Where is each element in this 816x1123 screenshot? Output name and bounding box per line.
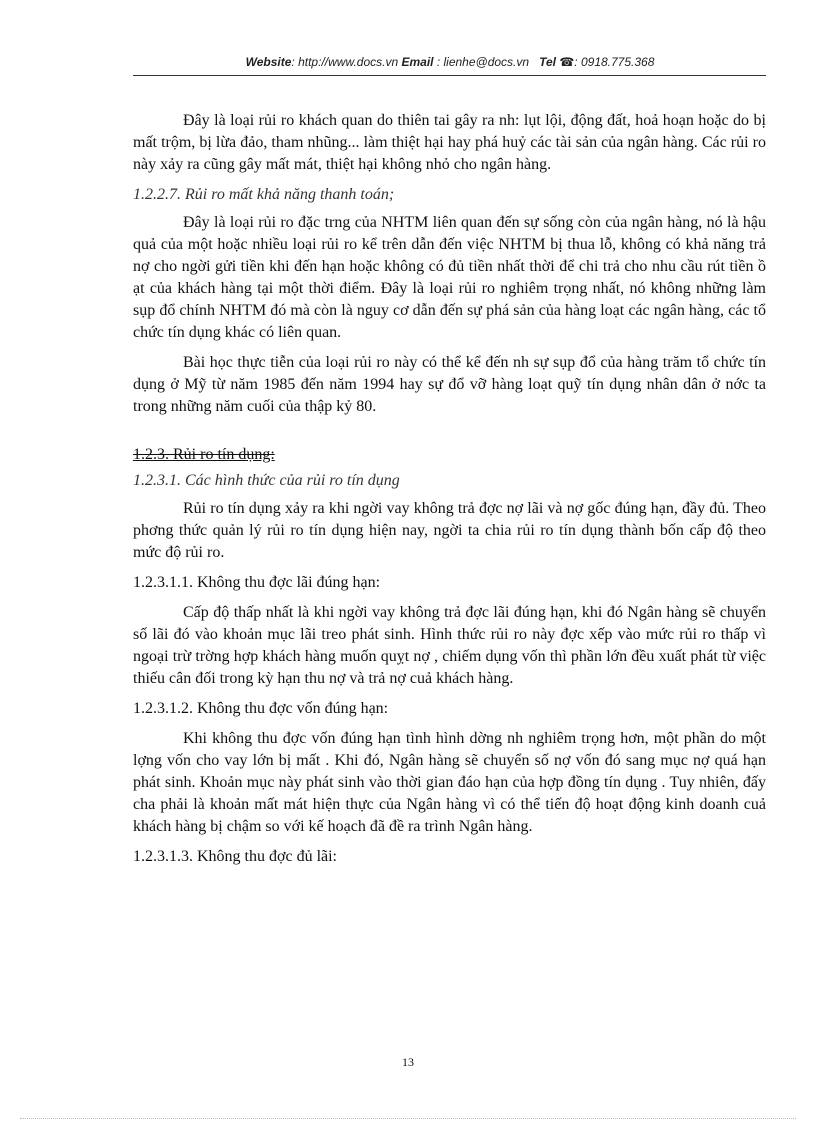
- page-header: [135, 55, 765, 69]
- tel-value: : 0918.775.368: [574, 55, 655, 69]
- heading-12312: 1.2.3.1.2. Không thu đợc vốn đúng hạn:: [133, 700, 389, 717]
- paragraph-credit-risk: Rủi ro tín dụng xảy ra khi ngời vay không trả đợc nợ lãi và nợ gốc đúng hạn, đầy đủ. Theo phơng thức quản lý rủi ro tín dụng hiện nay, ngời ta chia rủi ro tín dụng thành bốn cấp độ theo mức độ rủi ro.: [133, 500, 766, 561]
- document-body: [133, 110, 766, 876]
- paragraph-natural-risk: Đây là loại rủi ro khách quan do thiên tai gây ra nh: lụt lội, động đất, hoả hoạn hoặc do bị mất trộm, bị lừa đảo, tham nhũng... làm thiệt hại hay phá huỷ các tài sản của ngân hàng. Các rủi ro này xảy ra cũng gây mất mát, thiệt hại không nhỏ cho ngân hàng.: [133, 112, 766, 173]
- bottom-divider: [20, 1118, 796, 1119]
- heading-1231: 1.2.3.1. Các hình thức của rủi ro tín dụng: [133, 472, 400, 489]
- heading-1227: 1.2.2.7. Rủi ro mất khả năng thanh toán;: [133, 186, 395, 203]
- heading-123: 1.2.3. Rủi ro tín dụng:: [133, 446, 275, 463]
- header-divider: [133, 75, 766, 76]
- website-value: : http://www.docs.vn: [291, 55, 399, 69]
- phone-icon: ☎: [559, 55, 575, 69]
- heading-12313: 1.2.3.1.3. Không thu đợc đủ lãi:: [133, 848, 337, 865]
- paragraph-principal-late: Khi không thu đợc vốn đúng hạn tình hình dờng nh nghiêm trọng hơn, một phần do một lợng vốn cho vay lớn bị mất . Khi đó, Ngân hàng sẽ chuyển số nợ vốn đó sang mục nợ quá hạn phát sinh. Khoản mục này phát sinh vào thời gian đáo hạn của hợp đồng tín dụng . Tuy nhiên, đấy cha phải là khoản mất mát hiện thực của Ngân hàng vì có thể tiến độ hoạt động kinh doanh cuả khách hàng bị chậm so với kế hoạch đã đề ra trình Ngân hàng.: [133, 730, 766, 835]
- paragraph-liquidity-risk: Đây là loại rủi ro đặc trng của NHTM liên quan đến sự sống còn của ngân hàng, nó là hậu quả của một hoặc nhiều loại rủi ro kể trên dẫn đến việc NHTM bị thua lỗ, không có khả năng trả nợ cho ngời gửi tiền khi đến hạn hoặc không có đủ tiền nhất thời để chi trả cho nhu cầu rút tiền ồ ạt của khách hàng tại một thời điểm. Đây là loại rủi ro nghiêm trọng nhất, nó không những làm sụp đổ chính NHTM đó mà còn là nguy cơ dẫn đến sự phá sản của hàng loạt các ngân hàng, các tổ chức tín dụng khác có liên quan.: [133, 214, 766, 341]
- email-value: : lienhe@docs.vn: [433, 55, 530, 69]
- paragraph-interest-late: Cấp độ thấp nhất là khi ngời vay không trả đợc lãi đúng hạn, khi đó Ngân hàng sẽ chuyển số lãi đó vào khoản mục lãi treo phát sinh. Hình thức rủi ro này đợc xếp vào mức rủi ro thấp vì ngoại trừ trờng hợp khách hàng muốn quỵt nợ , chiếm dụng vốn thì phần lớn đều xuất phát từ việc thiếu cân đối trong kỳ hạn thu nợ và trả nợ cuả khách hàng.: [133, 604, 766, 687]
- heading-12311: 1.2.3.1.1. Không thu đợc lãi đúng hạn:: [133, 574, 381, 591]
- tel-label: Tel: [539, 55, 556, 69]
- page-number: 13: [402, 1055, 414, 1069]
- paragraph-lessons: Bài học thực tiễn của loại rủi ro này có thể kể đến nh sự sụp đổ của hàng trăm tổ chức tín dụng ở Mỹ từ năm 1985 đến năm 1994 hay sự đổ vỡ hàng loạt quỹ tín dụng nhân dân ở nớc ta trong những năm cuối của thập kỷ 80.: [133, 354, 766, 415]
- website-label: Website: [245, 55, 292, 69]
- email-label: Email: [401, 55, 434, 69]
